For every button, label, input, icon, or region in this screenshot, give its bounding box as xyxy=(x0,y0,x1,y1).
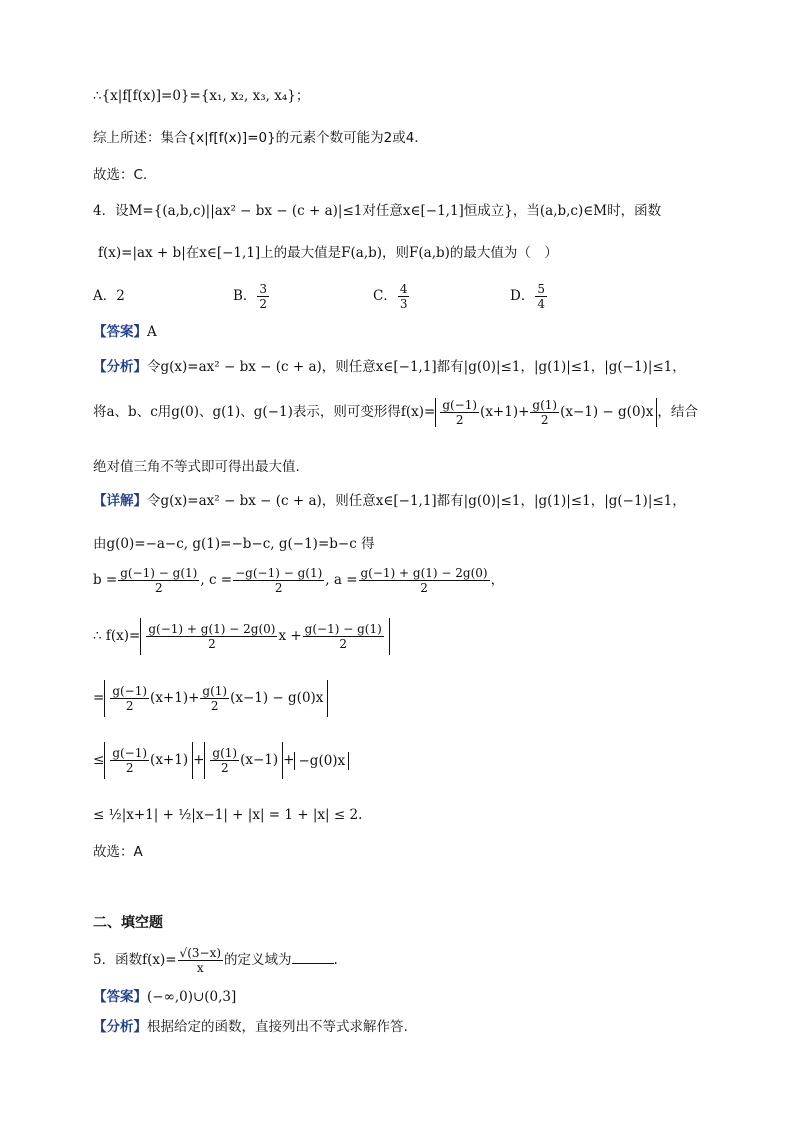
analysis-4-line2: 将a、b、c用g(0)、g(1)、g(−1)表示，则可变形得f(x)= $\frac{g(-1)}{2}$ (x+1)+ $\frac{g(1)}{2}$ (x−1) − g(0)x ，结合 xyxy=(93,398,698,427)
analysis-tag: 【分析】 xyxy=(93,359,147,375)
question-4-stem-line2: f(x)=|ax + b|在x∈[−1,1]上的最大值是F(a,b)，则F(a,b)的最大值为（ ） xyxy=(98,245,558,261)
answer-tag: 【答案】 xyxy=(93,989,147,1005)
question-4-options xyxy=(93,282,653,316)
option-b: B． $\frac{3}{2}$ xyxy=(233,282,268,311)
solution-summary: 综上所述：集合{x|f[f(x)]=0}的元素个数可能为2或4． xyxy=(93,130,428,146)
option-c: C． $\frac{4}{3}$ xyxy=(373,282,408,311)
detail-4-bca: b = $\frac{g(-1) - g(1)}{2}$ , c = $\frac{-g(-1) - g(1)}{2}$ , a = $\frac{g(-1) + g(1) - 2g(0)}{2}$ ， xyxy=(93,566,505,595)
answer-value: A xyxy=(147,324,157,340)
detail-tag: 【详解】 xyxy=(93,493,147,509)
detail-4-step6: ≤ ½|x+1| + ½|x−1| + |x| = 1 + |x| ≤ 2. xyxy=(93,807,363,823)
detail-4-line1: 【详解】令g(x)=ax² − bx − (c + a)，则任意x∈[−1,1]都有|g(0)|≤1，|g(1)|≤1，|g(−1)|≤1， xyxy=(93,493,686,509)
answer-blank xyxy=(292,963,334,964)
option-a: A．2 xyxy=(93,288,125,304)
detail-4-step5: ≤ $\frac{g(-1)}{2}$ (x+1) + $\frac{g(1)}{2}$ (x−1) + −g(0)x xyxy=(93,742,349,784)
detail-4-step4: = $\frac{g(-1)}{2}$ (x+1)+ $\frac{g(1)}{2}$ (x−1) − g(0)x xyxy=(93,680,328,722)
analysis-5: 【分析】根据给定的函数，直接列出不等式求解作答. xyxy=(93,1019,408,1035)
detail-4-end: 故选：A xyxy=(93,844,143,860)
detail-4-f-expr: ∴ f(x)= $\frac{g(-1) + g(1) - 2g(0)}{2}$ x + $\frac{g(-1) - g(1)}{2}$ xyxy=(93,618,390,660)
analysis-tag: 【分析】 xyxy=(93,1019,147,1035)
analysis-4-line3: 绝对值三角不等式即可得出最大值. xyxy=(93,459,300,475)
abs-expression: $\frac{g(-1)}{2}$ (x+1)+ $\frac{g(1)}{2}$ (x−1) − g(0)x xyxy=(435,398,657,427)
section-heading: 二、填空题 xyxy=(93,915,163,931)
option-d: D． $\frac{5}{4}$ xyxy=(510,282,545,311)
analysis-4-line1: 【分析】令g(x)=ax² − bx − (c + a)，则任意x∈[−1,1]都有|g(0)|≤1，|g(1)|≤1，|g(−1)|≤1， xyxy=(93,359,686,375)
answer-4 xyxy=(93,323,157,341)
detail-4-line2: 由g(0)=−a−c, g(1)=−b−c, g(−1)=b−c 得 xyxy=(93,536,375,552)
question-4-stem-line1: 4．设M={(a,b,c)||ax² − bx − (c + a)|≤1对任意x∈[−1,1]恒成立}，当(a,b,c)∈M时，函数 xyxy=(93,203,662,219)
solution-line-1: ∴{x|f[f(x)]=0}={x₁, x₂, x₃, x₄}； xyxy=(93,88,310,104)
answer-tag: 【答案】 xyxy=(93,324,147,340)
solution-choice: 故选：C. xyxy=(93,167,148,183)
question-5: 5．函数f(x)= $\frac{√(3-x)}{x}$ 的定义域为 . xyxy=(93,946,338,975)
answer-5: 【答案】(−∞,0)∪(0,3] xyxy=(93,989,237,1005)
